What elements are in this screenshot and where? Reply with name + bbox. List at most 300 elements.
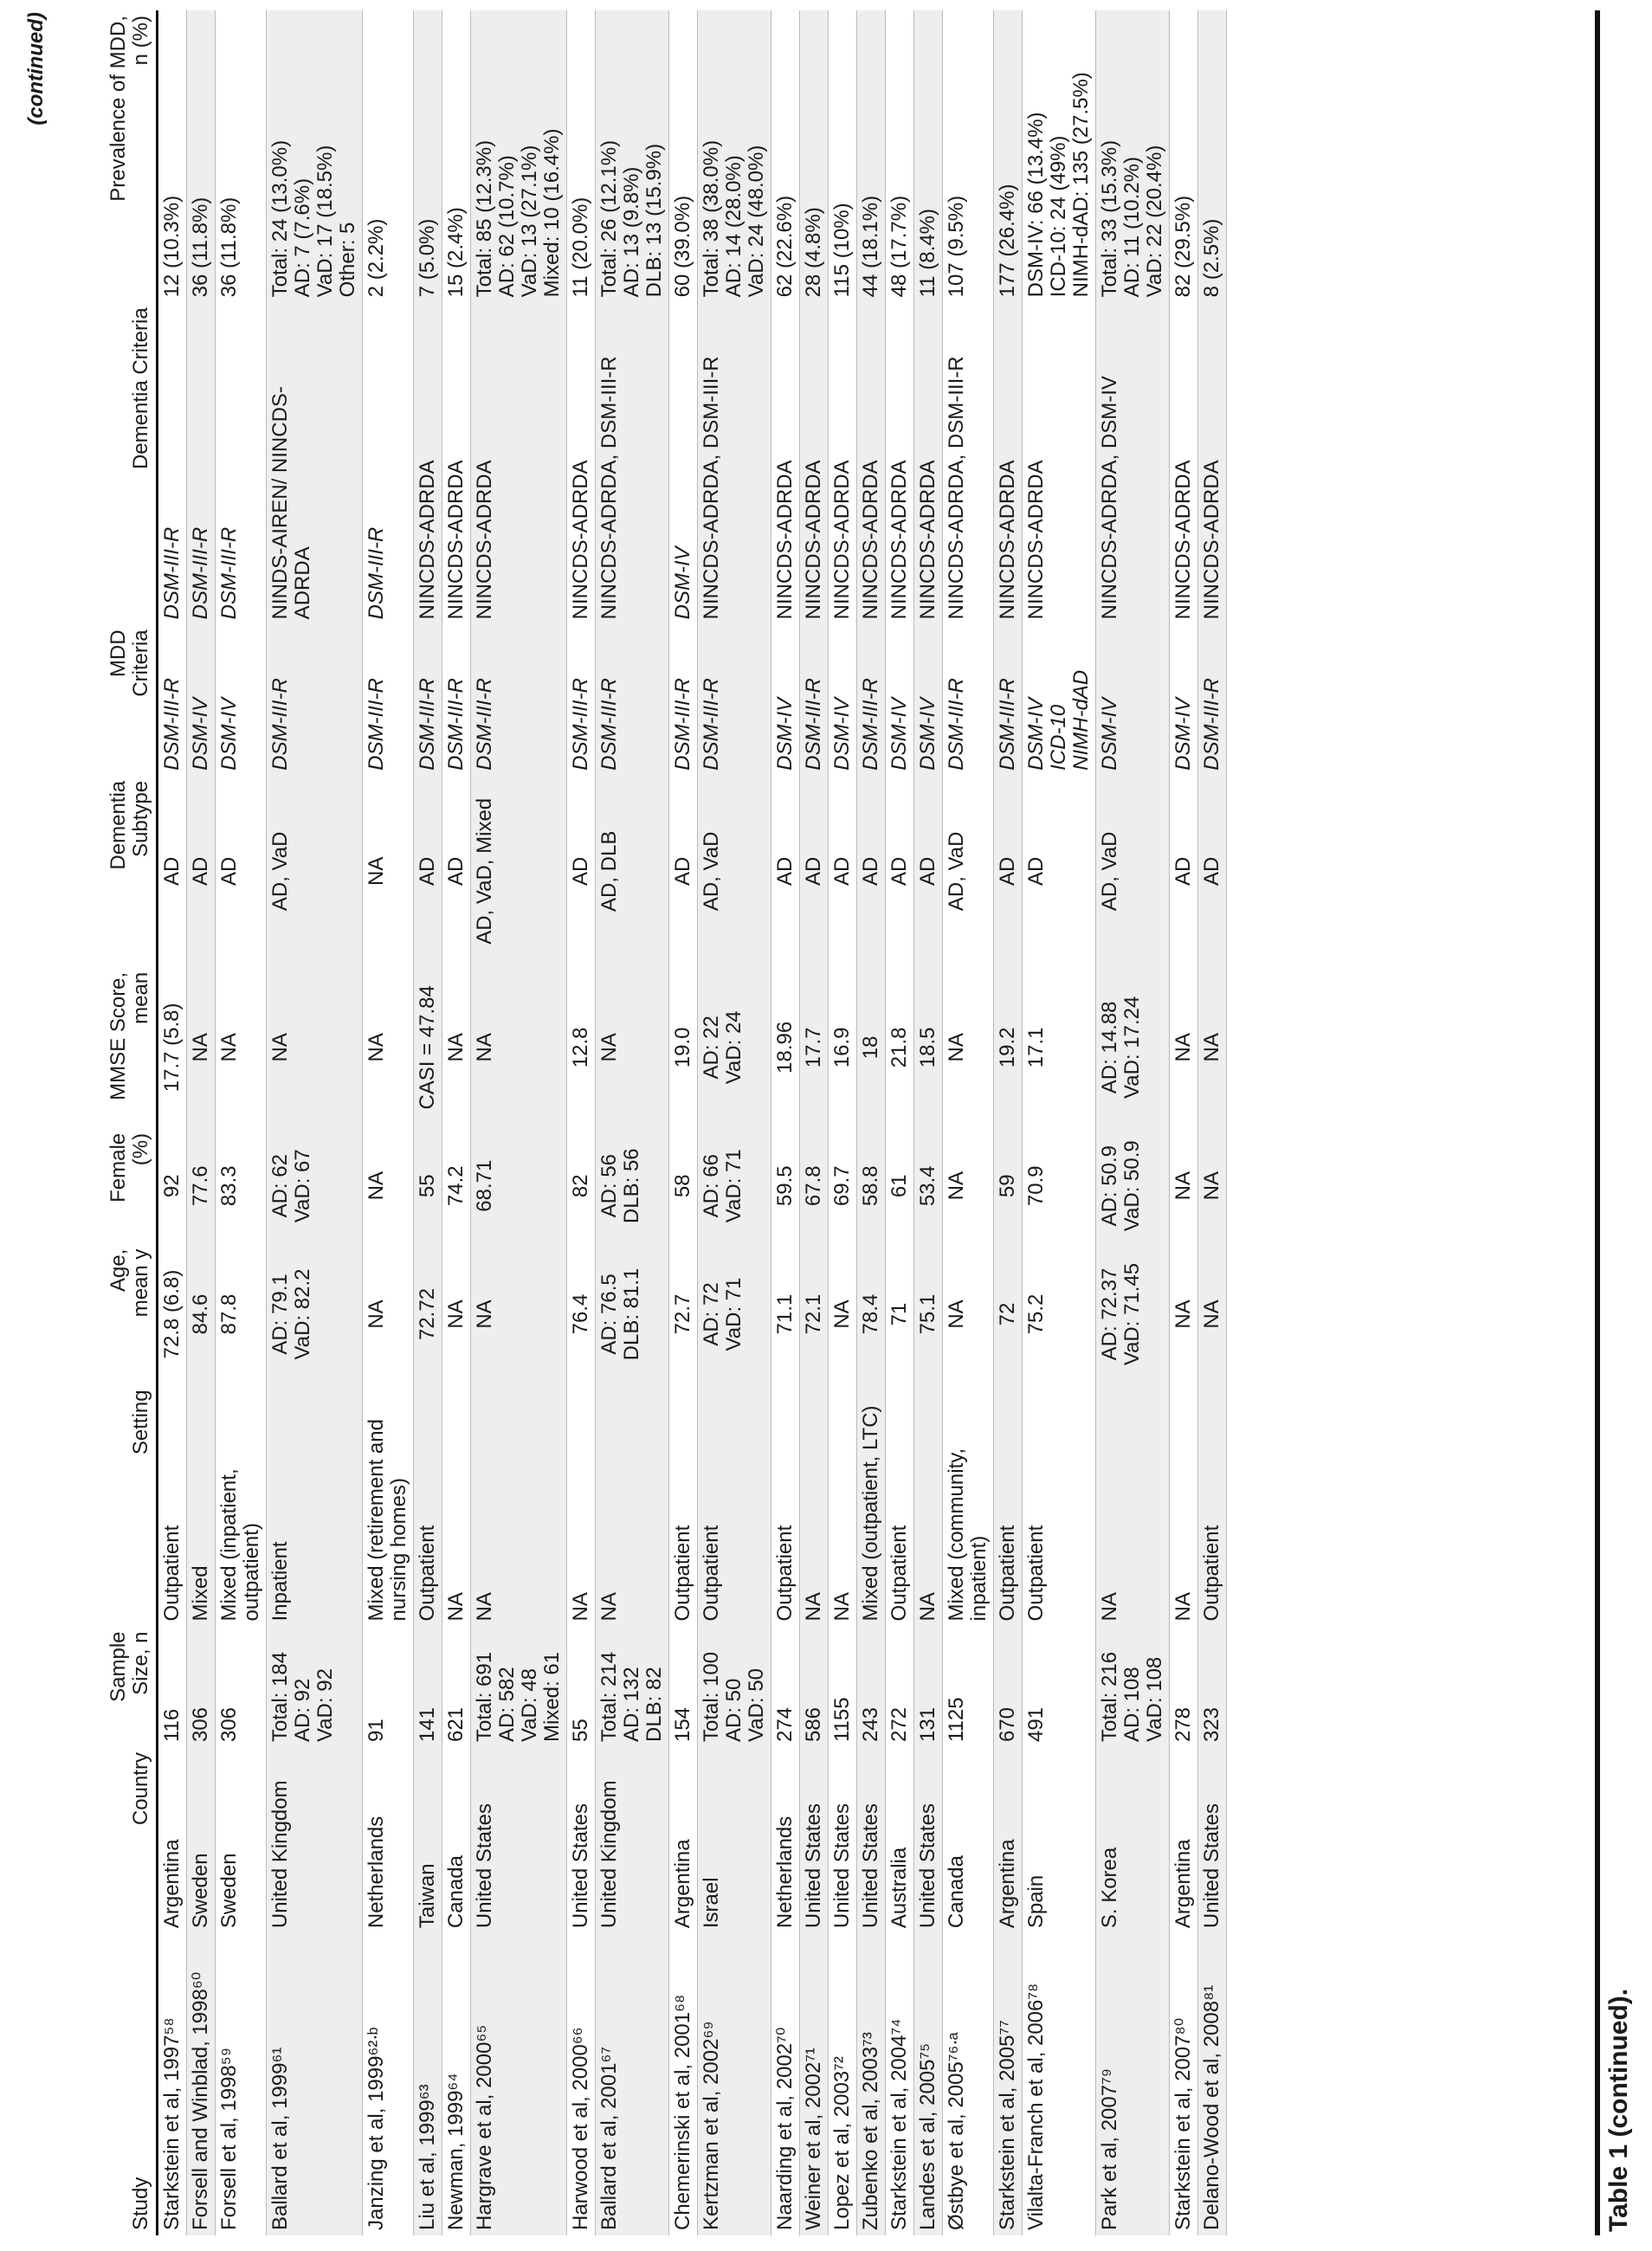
study-cell: Chemerinski et al, 2001⁶⁸ [669,1933,698,2235]
mmse-cell: 17.7 (5.8) [158,967,187,1128]
country-cell: United States [800,1747,829,1933]
prevalence-cell: 60 (39.0%) [669,10,698,302]
mdd-criteria-cell: DSM-III-R [596,624,669,775]
setting-cell: NA [1170,1384,1198,1626]
setting-cell: Outpatient [698,1384,771,1626]
subtype-cell: AD [1170,776,1198,967]
setting-cell: NA [471,1384,567,1626]
mdd-criteria-cell: DSM-III-R [943,624,994,775]
age-cell: NA [442,1244,471,1385]
age-cell: NA [1198,1244,1227,1385]
female-cell: 82 [567,1128,596,1244]
sample-size-cell: 274 [771,1626,800,1747]
sample-size-cell: 1125 [943,1626,994,1747]
female-cell: 59 [994,1128,1023,1244]
study-cell: Østbye et al, 2005⁷⁶ᐧᵃ [943,1933,994,2235]
sample-size-cell: 141 [414,1626,442,1747]
study-cell: Starkstein et al, 2005⁷⁷ [994,1933,1023,2235]
setting-cell: NA [800,1384,829,1626]
subtype-cell: NA [363,776,414,967]
mdd-criteria-cell: DSM-III-R [414,624,442,775]
table-row [669,10,698,2235]
sample-size-cell: 621 [442,1626,471,1747]
setting-cell: Outpatient [994,1384,1023,1626]
table-row [1023,10,1096,2235]
mdd-criteria-cell: DSM-III-R [363,624,414,775]
sample-size-cell: 243 [857,1626,886,1747]
mmse-cell: NA [943,967,994,1128]
setting-cell: Mixed (retirement and nursing homes) [363,1384,414,1626]
setting-cell: Mixed (outpatient, LTC) [857,1384,886,1626]
sample-size-cell: 306 [187,1626,216,1747]
dementia-criteria-cell: DSM-III-R [363,302,414,624]
country-cell: Argentina [1170,1747,1198,1933]
mdd-criteria-cell: DSM-IV [886,624,914,775]
female-cell: NA [363,1128,414,1244]
table-row [1170,10,1198,2235]
age-cell: 71.1 [771,1244,800,1385]
subtype-cell: AD [771,776,800,967]
country-cell: Sweden [187,1747,216,1933]
study-cell: Zubenko et al, 2003⁷³ [857,1933,886,2235]
country-cell: Argentina [669,1747,698,1933]
setting-cell: Mixed (inpatient, outpatient) [216,1384,267,1626]
table-row [187,10,216,2235]
country-cell: Canada [943,1747,994,1933]
col-header-sample: Sample Size, n [104,1626,158,1747]
study-cell: Delano-Wood et al, 2008⁸¹ [1198,1933,1227,2235]
subtype-cell: AD [1023,776,1096,967]
sample-size-cell: 323 [1198,1626,1227,1747]
mmse-cell: CASI = 47.84 [414,967,442,1128]
female-cell: NA [1170,1128,1198,1244]
age-cell: AD: 72.37 VaD: 71.45 [1096,1244,1170,1385]
subtype-cell: AD [914,776,943,967]
sample-size-cell: 586 [800,1626,829,1747]
prevalence-cell: 36 (11.8%) [187,10,216,302]
table-row [471,10,567,2235]
dementia-criteria-cell: NINCDS-ADRDA [1023,302,1096,624]
subtype-cell: AD [187,776,216,967]
dementia-criteria-cell: NINCDS-ADRDA [1170,302,1198,624]
setting-cell: Outpatient [1023,1384,1096,1626]
mmse-cell: 18.96 [771,967,800,1128]
age-cell: 84.6 [187,1244,216,1385]
table-row [857,10,886,2235]
table-row [800,10,829,2235]
mmse-cell: NA [442,967,471,1128]
dementia-criteria-cell: NINCDS-ADRDA [567,302,596,624]
col-header-dementia-criteria: Dementia Criteria [104,302,158,624]
country-cell: Spain [1023,1747,1096,1933]
female-cell: 58 [669,1128,698,1244]
female-cell: 58.8 [857,1128,886,1244]
mdd-criteria-cell: DSM-III-R [442,624,471,775]
age-cell: NA [943,1244,994,1385]
female-cell: 67.8 [800,1128,829,1244]
sample-size-cell: Total: 691 AD: 582 VaD: 48 Mixed: 61 [471,1626,567,1747]
mdd-criteria-cell: DSM-III-R [158,624,187,775]
country-cell: United States [914,1747,943,1933]
mmse-cell: 18.5 [914,967,943,1128]
subtype-cell: AD, DLB [596,776,669,967]
prevalence-cell: Total: 33 (15.3%) AD: 11 (10.2%) VaD: 22 (20.4%) [1096,10,1170,302]
study-cell: Vilalta-Franch et al, 2006⁷⁸ [1023,1933,1096,2235]
table-row [363,10,414,2235]
table-title: Table 1 (continued). [1595,10,1633,2235]
prevalence-cell: 12 (10.3%) [158,10,187,302]
col-header-female: Female (%) [104,1128,158,1244]
study-cell: Starkstein et al, 2004⁷⁴ [886,1933,914,2235]
age-cell: NA [829,1244,857,1385]
dementia-criteria-cell: NINCDS-ADRDA [886,302,914,624]
col-header-subtype: Dementia Subtype [104,776,158,967]
study-cell: Lopez et al, 2003⁷² [829,1933,857,2235]
dementia-criteria-cell: DSM-III-R [158,302,187,624]
age-cell: 78.4 [857,1244,886,1385]
age-cell: AD: 79.1 VaD: 82.2 [267,1244,363,1385]
prevalence-cell: 44 (18.1%) [857,10,886,302]
mdd-criteria-cell: DSM-III-R [857,624,886,775]
mmse-cell: NA [1170,967,1198,1128]
country-cell: United States [567,1747,596,1933]
mdd-criteria-cell: DSM-III-R [800,624,829,775]
female-cell: AD: 62 VaD: 67 [267,1128,363,1244]
age-cell: 76.4 [567,1244,596,1385]
col-header-country: Country [104,1747,158,1933]
female-cell: 70.9 [1023,1128,1096,1244]
female-cell: NA [1198,1128,1227,1244]
setting-cell: Outpatient [158,1384,187,1626]
setting-cell: Outpatient [771,1384,800,1626]
dementia-criteria-cell: NINCDS-ADRDA [471,302,567,624]
age-cell: AD: 72 VaD: 71 [698,1244,771,1385]
dementia-criteria-cell: NINDS-AIREN/ NINCDS- ADRDA [267,302,363,624]
age-cell: NA [1170,1244,1198,1385]
dementia-criteria-cell: NINCDS-ADRDA, DSM-III-R [943,302,994,624]
table-body [158,10,1227,2235]
mmse-cell: NA [596,967,669,1128]
subtype-cell: AD [567,776,596,967]
col-header-setting: Setting [104,1384,158,1626]
mdd-criteria-cell: DSM-III-R [698,624,771,775]
female-cell: 92 [158,1128,187,1244]
subtype-cell: AD [857,776,886,967]
mmse-cell: NA [267,967,363,1128]
prevalence-cell: Total: 38 (38.0%) AD: 14 (28.0%) VaD: 24 (48.0%) [698,10,771,302]
dementia-criteria-cell: NINCDS-ADRDA [800,302,829,624]
setting-cell: NA [829,1384,857,1626]
mdd-criteria-cell: DSM-III-R [267,624,363,775]
prevalence-cell: 48 (17.7%) [886,10,914,302]
studies-table [104,10,1227,2235]
study-cell: Weiner et al, 2002⁷¹ [800,1933,829,2235]
country-cell: Sweden [216,1747,267,1933]
table-row [994,10,1023,2235]
study-cell: Landes et al, 2005⁷⁵ [914,1933,943,2235]
country-cell: United States [1198,1747,1227,1933]
dementia-criteria-cell: NINCDS-ADRDA [771,302,800,624]
country-cell: United States [857,1747,886,1933]
col-header-mmse: MMSE Score, mean [104,967,158,1128]
female-cell: 77.6 [187,1128,216,1244]
country-cell: Australia [886,1747,914,1933]
female-cell: AD: 50.9 VaD: 50.9 [1096,1128,1170,1244]
dementia-criteria-cell: NINCDS-ADRDA [829,302,857,624]
dementia-criteria-cell: NINCDS-ADRDA [857,302,886,624]
female-cell: 61 [886,1128,914,1244]
mmse-cell: 16.9 [829,967,857,1128]
dementia-criteria-cell: DSM-IV [669,302,698,624]
country-cell: Netherlands [363,1747,414,1933]
table-row [414,10,442,2235]
setting-cell: Mixed [187,1384,216,1626]
study-cell: Forsell et al, 1998⁵⁹ [216,1933,267,2235]
setting-cell: Outpatient [414,1384,442,1626]
female-cell: 74.2 [442,1128,471,1244]
study-cell: Janzing et al, 1999⁶²ᐧᵇ [363,1933,414,2235]
country-cell: United States [471,1747,567,1933]
sample-size-cell: 116 [158,1626,187,1747]
col-header-mdd-criteria: MDD Criteria [104,624,158,775]
female-cell: NA [943,1128,994,1244]
table-row [943,10,994,2235]
female-cell: AD: 66 VaD: 71 [698,1128,771,1244]
age-cell: 72.72 [414,1244,442,1385]
prevalence-cell: 82 (29.5%) [1170,10,1198,302]
subtype-cell: AD [442,776,471,967]
sample-size-cell: Total: 100 AD: 50 VaD: 50 [698,1626,771,1747]
dementia-criteria-cell: DSM-III-R [187,302,216,624]
table-row [698,10,771,2235]
subtype-cell: AD [216,776,267,967]
continued-label: (continued) [24,12,48,126]
study-cell: Ballard et al, 2001⁶⁷ [596,1933,669,2235]
subtype-cell: AD [800,776,829,967]
prevalence-cell: 7 (5.0%) [414,10,442,302]
prevalence-cell: 8 (2.5%) [1198,10,1227,302]
prevalence-cell: 2 (2.2%) [363,10,414,302]
sample-size-cell: 670 [994,1626,1023,1747]
mmse-cell: AD: 22 VaD: 24 [698,967,771,1128]
mdd-criteria-cell: DSM-IV [1096,624,1170,775]
country-cell: Argentina [158,1747,187,1933]
age-cell: 75.2 [1023,1244,1096,1385]
prevalence-cell: 115 (10%) [829,10,857,302]
subtype-cell: AD [829,776,857,967]
table-row [267,10,363,2235]
country-cell: United Kingdom [596,1747,669,1933]
col-header-study: Study [104,1933,158,2235]
country-cell: United Kingdom [267,1747,363,1933]
mmse-cell: NA [187,967,216,1128]
prevalence-cell: 62 (22.6%) [771,10,800,302]
mdd-criteria-cell: DSM-IV [829,624,857,775]
prevalence-cell: 107 (9.5%) [943,10,994,302]
age-cell: 72.7 [669,1244,698,1385]
mdd-criteria-cell: DSM-III-R [471,624,567,775]
mmse-cell: 18 [857,967,886,1128]
table-row [829,10,857,2235]
study-cell: Newman, 1999⁶⁴ [442,1933,471,2235]
mmse-cell: NA [363,967,414,1128]
sample-size-cell: 491 [1023,1626,1096,1747]
mdd-criteria-cell: DSM-IV [914,624,943,775]
prevalence-cell: Total: 26 (12.1%) AD: 13 (9.8%) DLB: 13 (15.9%) [596,10,669,302]
mmse-cell: 12.8 [567,967,596,1128]
age-cell: NA [471,1244,567,1385]
table-row [596,10,669,2235]
female-cell: 69.7 [829,1128,857,1244]
dementia-criteria-cell: DSM-III-R [216,302,267,624]
country-cell: Taiwan [414,1747,442,1933]
country-cell: S. Korea [1096,1747,1170,1933]
dementia-criteria-cell: NINCDS-ADRDA [414,302,442,624]
female-cell: 68.71 [471,1128,567,1244]
table-row [1096,10,1170,2235]
dementia-criteria-cell: NINCDS-ADRDA [442,302,471,624]
subtype-cell: AD, VaD, Mixed [471,776,567,967]
sample-size-cell: Total: 214 AD: 132 DLB: 82 [596,1626,669,1747]
setting-cell: NA [1096,1384,1170,1626]
female-cell: 83.3 [216,1128,267,1244]
mmse-cell: 17.1 [1023,967,1096,1128]
subtype-cell: AD [158,776,187,967]
age-cell: 71 [886,1244,914,1385]
dementia-criteria-cell: NINCDS-ADRDA [994,302,1023,624]
mmse-cell: NA [1198,967,1227,1128]
study-cell: Harwood et al, 2000⁶⁶ [567,1933,596,2235]
setting-cell: Outpatient [669,1384,698,1626]
setting-cell: Outpatient [1198,1384,1227,1626]
study-cell: Park et al, 2007⁷⁹ [1096,1933,1170,2235]
dementia-criteria-cell: NINCDS-ADRDA [1198,302,1227,624]
subtype-cell: AD, VaD [698,776,771,967]
age-cell: AD: 76.5 DLB: 81.1 [596,1244,669,1385]
female-cell: 53.4 [914,1128,943,1244]
sample-size-cell: 154 [669,1626,698,1747]
setting-cell: NA [914,1384,943,1626]
mdd-criteria-cell: DSM-IV [771,624,800,775]
mmse-cell: 19.0 [669,967,698,1128]
mdd-criteria-cell: DSM-IV [216,624,267,775]
table-row [442,10,471,2235]
setting-cell: NA [442,1384,471,1626]
mmse-cell: NA [216,967,267,1128]
country-cell: United States [829,1747,857,1933]
sample-size-cell: 272 [886,1626,914,1747]
subtype-cell: AD [414,776,442,967]
setting-cell: NA [596,1384,669,1626]
mdd-criteria-cell: DSM-IV ICD-10 NIMH-dAD [1023,624,1096,775]
mmse-cell: NA [471,967,567,1128]
sample-size-cell: Total: 184 AD: 92 VaD: 92 [267,1626,363,1747]
prevalence-cell: 36 (11.8%) [216,10,267,302]
table-row [158,10,187,2235]
setting-cell: Inpatient [267,1384,363,1626]
setting-cell: Outpatient [886,1384,914,1626]
age-cell: 75.1 [914,1244,943,1385]
subtype-cell: AD [994,776,1023,967]
dementia-criteria-cell: NINCDS-ADRDA, DSM-III-R [698,302,771,624]
country-cell: Canada [442,1747,471,1933]
study-cell: Ballard et al, 1999⁶¹ [267,1933,363,2235]
country-cell: Israel [698,1747,771,1933]
table-row [771,10,800,2235]
mmse-cell: 21.8 [886,967,914,1128]
table-row [886,10,914,2235]
setting-cell: Mixed (community, inpatient) [943,1384,994,1626]
subtype-cell: AD [886,776,914,967]
mdd-criteria-cell: DSM-IV [1170,624,1198,775]
sample-size-cell: 131 [914,1626,943,1747]
study-cell: Naarding et al, 2002⁷⁰ [771,1933,800,2235]
col-header-prevalence: Prevalence of MDD, n (%) [104,10,158,302]
sample-size-cell: 278 [1170,1626,1198,1747]
prevalence-cell: Total: 85 (12.3%) AD: 62 (10.7%) VaD: 13 (27.1%) Mixed: 10 (16.4%) [471,10,567,302]
female-cell: 55 [414,1128,442,1244]
mdd-criteria-cell: DSM-IV [187,624,216,775]
sample-size-cell: Total: 216 AD: 108 VaD: 108 [1096,1626,1170,1747]
prevalence-cell: 177 (26.4%) [994,10,1023,302]
study-cell: Hargrave et al, 2000⁶⁵ [471,1933,567,2235]
sample-size-cell: 1155 [829,1626,857,1747]
prevalence-cell: DSM-IV: 66 (13.4%) ICD-10: 24 (49%) NIMH-dAD: 135 (27.5%) [1023,10,1096,302]
mmse-cell: 19.2 [994,967,1023,1128]
female-cell: AD: 56 DLB: 56 [596,1128,669,1244]
sample-size-cell: 91 [363,1626,414,1747]
table-row [1198,10,1227,2235]
mmse-cell: 17.7 [800,967,829,1128]
subtype-cell: AD [1198,776,1227,967]
mdd-criteria-cell: DSM-III-R [994,624,1023,775]
study-cell: Starkstein et al, 2007⁸⁰ [1170,1933,1198,2235]
age-cell: NA [363,1244,414,1385]
age-cell: 72 [994,1244,1023,1385]
mdd-criteria-cell: DSM-III-R [1198,624,1227,775]
table-row [567,10,596,2235]
subtype-cell: AD, VaD [1096,776,1170,967]
subtype-cell: AD, VaD [267,776,363,967]
setting-cell: NA [567,1384,596,1626]
age-cell: 72.8 (6.8) [158,1244,187,1385]
sample-size-cell: 306 [216,1626,267,1747]
age-cell: 72.1 [800,1244,829,1385]
mmse-cell: AD: 14.88 VaD: 17.24 [1096,967,1170,1128]
country-cell: Netherlands [771,1747,800,1933]
study-cell: Starkstein et al, 1997⁵⁸ [158,1933,187,2235]
dementia-criteria-cell: NINCDS-ADRDA, DSM-III-R [596,302,669,624]
mdd-criteria-cell: DSM-III-R [669,624,698,775]
mdd-criteria-cell: DSM-III-R [567,624,596,775]
prevalence-cell: 11 (8.4%) [914,10,943,302]
sample-size-cell: 55 [567,1626,596,1747]
study-cell: Forsell and Winblad, 1998⁶⁰ [187,1933,216,2235]
prevalence-cell: 28 (4.8%) [800,10,829,302]
female-cell: 59.5 [771,1128,800,1244]
dementia-criteria-cell: NINCDS-ADRDA, DSM-IV [1096,302,1170,624]
col-header-age: Age, mean y [104,1244,158,1385]
country-cell: Argentina [994,1747,1023,1933]
table-row [914,10,943,2235]
subtype-cell: AD [669,776,698,967]
subtype-cell: AD, VaD [943,776,994,967]
age-cell: 87.8 [216,1244,267,1385]
table-row [216,10,267,2235]
prevalence-cell: 11 (20.0%) [567,10,596,302]
study-cell: Kertzman et al, 2002⁶⁹ [698,1933,771,2235]
dementia-criteria-cell: NINCDS-ADRDA [914,302,943,624]
